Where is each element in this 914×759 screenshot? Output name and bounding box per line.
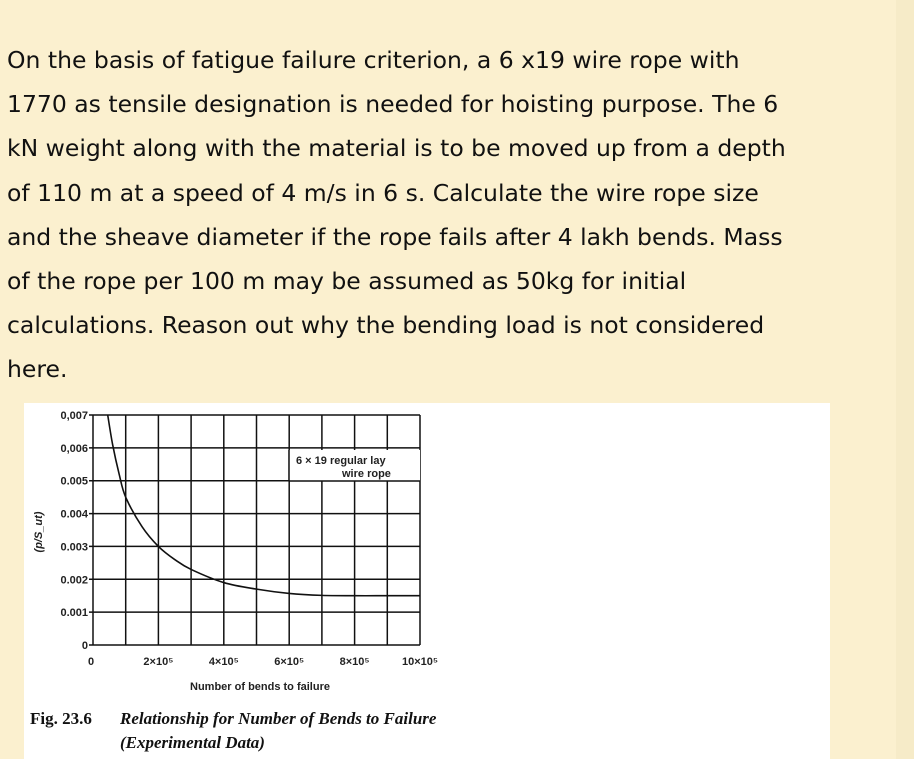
question-line: here. <box>7 355 68 384</box>
page-edge <box>896 0 914 759</box>
question-line: kN weight along with the material is to be moved up from a depth <box>7 134 786 163</box>
y-tick-label: 0 <box>81 640 88 652</box>
y-axis-label: (p/S_ut) <box>33 511 45 553</box>
y-tick-labels <box>60 410 88 652</box>
x-tick-label: 10×10⁵ <box>401 656 439 668</box>
x-tick-label: 0 <box>87 656 95 668</box>
x-tick-label: 6×10⁵ <box>274 656 305 668</box>
question-line: On the basis of fatigue failure criterion, a 6 x19 wire rope with <box>7 46 740 74</box>
y-tick-label: 0.001 <box>60 607 88 620</box>
figure-subtitle: (Experimental Data) <box>120 733 265 752</box>
y-tick-label: 0.002 <box>60 574 88 587</box>
question-line: of the rope per 100 m may be assumed as 50kg for initial <box>7 267 687 296</box>
y-tick-label: 0,007 <box>60 410 88 422</box>
x-tick-label: 8×10⁵ <box>339 656 370 668</box>
annotation-line: 6 × 19 regular lay <box>296 455 386 467</box>
figure-title: Relationship for Number of Bends to Failure <box>120 709 437 728</box>
y-tick-label: 0.003 <box>60 541 88 554</box>
series-line <box>108 415 420 596</box>
y-tick-label: 0,006 <box>60 442 88 455</box>
x-tick-labels <box>88 656 438 668</box>
question-line: and the sheave diameter if the rope fails after 4 lakh bends. Mass <box>7 222 783 251</box>
x-tick-label: 4×10⁵ <box>208 656 239 668</box>
question-line: calculations. Reason out why the bending load is not considered <box>7 311 765 340</box>
question-line: of 110 m at a speed of 4 m/s in 6 s. Calculate the wire rope size <box>7 178 759 207</box>
figure-caption <box>30 707 436 755</box>
figure-number: Fig. 23.6 <box>30 709 92 728</box>
annotation-line: wire rope <box>342 468 391 480</box>
y-tick-label: 0.005 <box>60 475 88 488</box>
y-tick-label: 0.004 <box>60 508 88 521</box>
question-text <box>7 38 897 392</box>
chart-grid <box>89 415 420 645</box>
fatigue-chart <box>0 400 480 700</box>
question-line: 1770 as tensile designation is needed for hoisting purpose. The 6 <box>7 90 779 119</box>
x-axis-label: Number of bends to failure <box>190 681 330 693</box>
x-tick-label: 2×10⁵ <box>143 656 174 668</box>
